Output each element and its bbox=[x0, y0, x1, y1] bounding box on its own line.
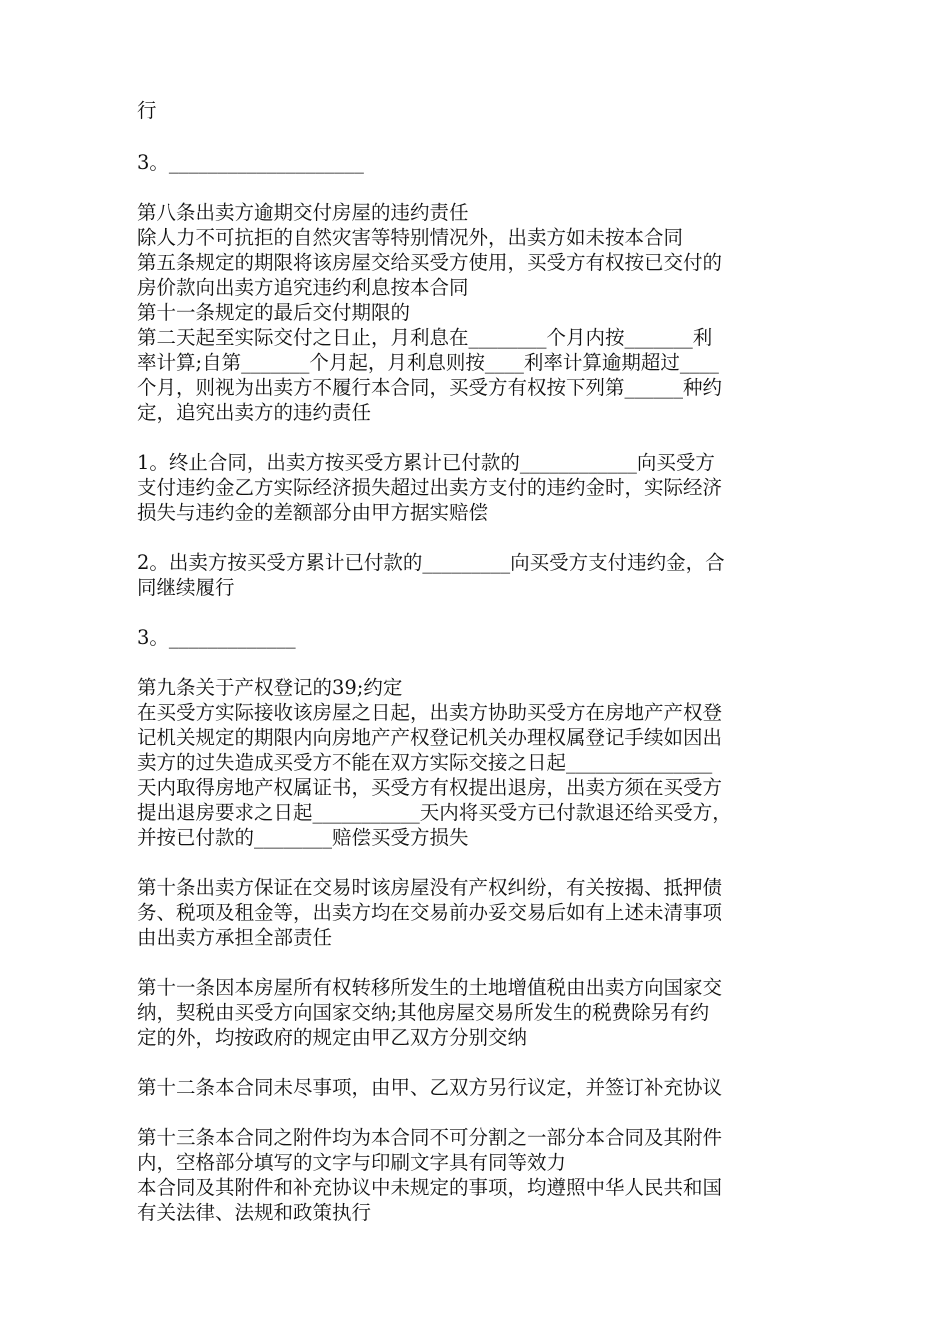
text-line: 务、税项及租金等，出卖方均在交易前办妥交易后如有上述未清事项 bbox=[137, 901, 723, 924]
text-line: 定的外，均按政府的规定由甲乙双方分别交纳 bbox=[137, 1026, 528, 1049]
article-8-heading: 第八条出卖方逾期交付房屋的违约责任 bbox=[137, 201, 469, 224]
text-line: 支付违约金乙方实际经济损失超过出卖方支付的违约金时，实际经济 bbox=[137, 476, 723, 499]
text-line: 本合同及其附件和补充协议中未规定的事项，均遵照中华人民共和国 bbox=[137, 1176, 723, 1199]
text-line: 2。出卖方按买受方累计已付款的_________向买受方支付违约金，合 bbox=[137, 551, 725, 574]
text-line: 提出退房要求之日起___________天内将买受方已付款退还给买受方， bbox=[137, 801, 732, 824]
text-line: 内，空格部分填写的文字与印刷文字具有同等效力 bbox=[137, 1151, 567, 1174]
text-line: 个月，则视为出卖方不履行本合同，买受方有权按下列第______种约 bbox=[137, 376, 723, 399]
text-line: 同继续履行 bbox=[137, 576, 235, 599]
article-10-paragraph: 第十条出卖方保证在交易时该房屋没有产权纠纷，有关按揭、抵押债 bbox=[137, 876, 723, 899]
article-9-heading: 第九条关于产权登记的39;约定 bbox=[137, 676, 403, 699]
text-line: 并按已付款的________赔偿买受方损失 bbox=[137, 826, 469, 849]
text-line: 第五条规定的期限将该房屋交给买受方使用，买受方有权按已交付的 bbox=[137, 251, 723, 274]
article-12-paragraph: 第十二条本合同未尽事项，由甲、乙双方另行议定，并签订补充协议 bbox=[137, 1076, 723, 1099]
text-line: 3。____________________ bbox=[137, 151, 364, 174]
text-line: 3。_____________ bbox=[137, 626, 296, 649]
text-line: 有关法律、法规和政策执行 bbox=[137, 1201, 372, 1224]
text-line: 纳，契税由买受方向国家交纳;其他房屋交易所发生的税费除另有约 bbox=[137, 1001, 710, 1024]
text-line: 第二天起至实际交付之日止，月利息在________个月内按_______利 bbox=[137, 326, 713, 349]
text-line: 1。终止合同，出卖方按买受方累计已付款的____________向买受方 bbox=[137, 451, 715, 474]
text-line: 除人力不可抗拒的自然灾害等特别情况外，出卖方如未按本合同 bbox=[137, 226, 684, 249]
text-line: 天内取得房地产权属证书，买受方有权提出退房，出卖方须在买受方 bbox=[137, 776, 723, 799]
text-line: 卖方的过失造成买受方不能在双方实际交接之日起_______________ bbox=[137, 751, 713, 774]
article-11-paragraph: 第十一条因本房屋所有权转移所发生的土地增值税由出卖方向国家交 bbox=[137, 976, 723, 999]
text-line: 行 bbox=[137, 99, 157, 122]
text-line: 记机关规定的期限内向房地产产权登记机关办理权属登记手续如因出 bbox=[137, 726, 723, 749]
text-line: 率计算;自第_______个月起，月利息则按____利率计算逾期超过____ bbox=[137, 351, 719, 374]
text-line: 在买受方实际接收该房屋之日起，出卖方协助买受方在房地产产权登 bbox=[137, 701, 723, 724]
text-line: 定，追究出卖方的违约责任 bbox=[137, 401, 372, 424]
text-line: 第十一条规定的最后交付期限的 bbox=[137, 301, 411, 324]
text-line: 由出卖方承担全部责任 bbox=[137, 926, 333, 949]
text-line: 损失与违约金的差额部分由甲方据实赔偿 bbox=[137, 501, 489, 524]
text-line: 房价款向出卖方追究违约利息按本合同 bbox=[137, 276, 469, 299]
article-13-paragraph: 第十三条本合同之附件均为本合同不可分割之一部分本合同及其附件 bbox=[137, 1126, 723, 1149]
